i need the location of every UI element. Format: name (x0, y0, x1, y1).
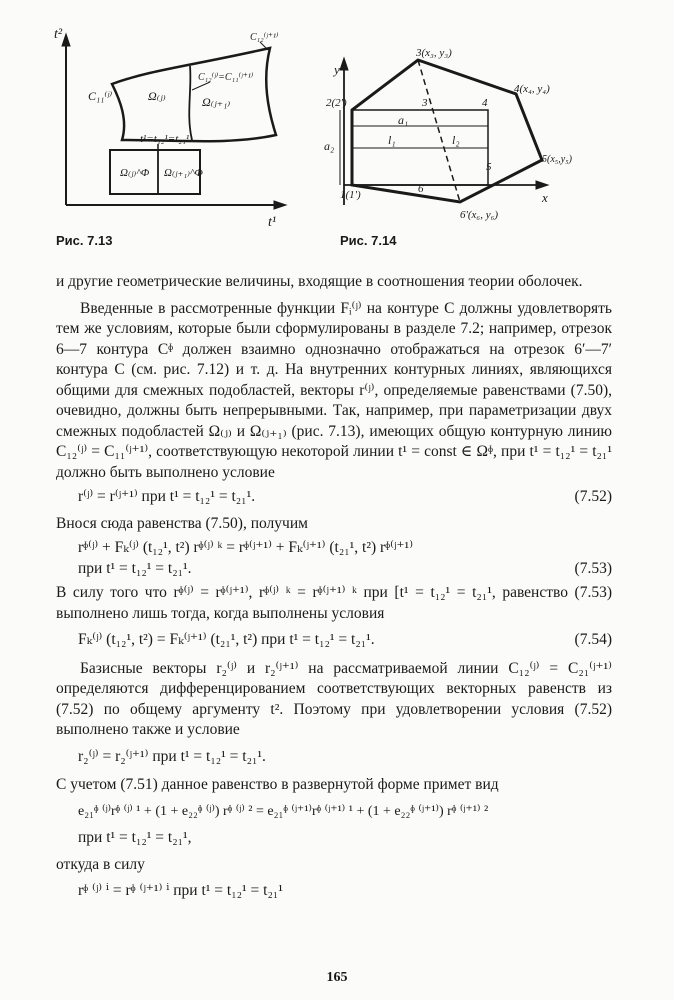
equation-r2-body: r₂⁽ʲ⁾ = r₂⁽ʲ⁺¹⁾ при t¹ = t₁₂¹ = t₂₁¹. (78, 747, 266, 765)
label-p2: 2(2') (326, 97, 347, 109)
paragraph-2: Введенные в рассмотренные функции Fᵢ⁽ʲ⁾ на контуре C должны удовлетворять тем же условиям, которые были сформулированы в разделе 7.2; например, отрезок 6—7 контура Cᶲ должен взаимно однозначно отображаться на отрезок 6′—7′ контура C (см. рис. 7.12) и т. д. На внутренних контурных линиях, являющихся общими для смежных подобластей, векторы r⁽ʲ⁾, определяемые равенствами (7.50), очевидно, должны быть непрерывными. Так, например, при параметризации двух смежных подобластей Ω₍ⱼ₎ и Ω₍ⱼ₊₁₎ (рис. 7.13), имеющих общую контурную линию C₁₂⁽ʲ⁾ = C₁₁⁽ʲ⁺¹⁾, соответствующую некоторой линии t¹ = const ∈ Ωᶲ, при t¹ = t₁₂¹ = t₂₁¹ должно быть выполнено условие (56, 299, 612, 481)
caption-fig-7-13: Рис. 7.13 (56, 233, 113, 248)
equation-last (56, 881, 612, 902)
equation-7-52 (56, 487, 612, 508)
equation-7-52-number: (7.52) (574, 488, 612, 505)
label-p6: 6'(x₆, y₆) (460, 209, 499, 221)
diagonal-6-3 (418, 60, 460, 202)
common-contour-line (189, 66, 192, 140)
label-omega-j: Ω₍ⱼ₎ (148, 89, 166, 103)
paragraph-4: В силу того что rᶲ⁽ʲ⁾ = rᶲ⁽ʲ⁺¹⁾, rᶲ⁽ʲ⁾ ᵏ = rᶲ⁽ʲ⁺¹⁾ ᵏ при [t¹ = t₁₂¹ = t₂₁¹, равенство (7.53) выполнено лишь тогда, когда выполнены условия (56, 584, 612, 622)
label-l1: l₁ (388, 133, 396, 147)
page-number: 165 (326, 970, 348, 985)
label-p4: 4(x₄, y₄) (514, 83, 550, 95)
figure-7-13 (40, 0, 310, 235)
label-t1: t¹ (268, 215, 277, 230)
equation-7-53-number: (7.53) (574, 559, 612, 577)
curvilinear-domain (112, 48, 276, 141)
label-c12j1: C₁₂⁽ʲ⁺¹⁾ (250, 32, 279, 43)
label-omega-phi-j: Ω₍ⱼ₎^Φ (120, 167, 150, 179)
equation-7-53-condition-text: при t¹ = t₁₂¹ = t₂₁¹. (78, 559, 192, 577)
label-x: x (542, 190, 548, 205)
label-n6: 6 (418, 183, 424, 195)
label-p3: 3(x₃, y₃) (416, 47, 452, 59)
paragraph-5: Базисные векторы r₂⁽ʲ⁾ и r₂⁽ʲ⁺¹⁾ на рассматриваемой линии C₁₂⁽ʲ⁾ = C₂₁⁽ʲ⁺¹⁾ определяются дифференцированием соответствующих векторных равенств из (7.52) по общему аргументу t². Поэтому при удовлетворении условия (7.52) выполнено также и условие (56, 659, 612, 738)
t2-axis-arrow (62, 34, 70, 46)
x-axis-arrow (536, 181, 548, 189)
equation-last-body: rᶲ ⁽ʲ⁾ ⁱ = rᶲ ⁽ʲ⁺¹⁾ ⁱ при t¹ = t₁₂¹ = t₂₁¹ (78, 882, 283, 899)
equation-long-condition (56, 828, 612, 849)
equation-r2 (56, 747, 612, 768)
equation-long-condition-text: при t¹ = t₁₂¹ = t₂₁¹, (78, 829, 192, 846)
label-l2: l₂ (452, 133, 460, 147)
t1-axis-arrow (274, 201, 286, 209)
equation-7-53 (56, 538, 612, 559)
label-omega-phi-j1: Ω₍ⱼ₊₁₎^Φ (164, 167, 203, 179)
label-a1: a₁ (398, 113, 409, 127)
label-c12-eq: C₁₂⁽ʲ⁾=C₁₁⁽ʲ⁺¹⁾ (198, 72, 254, 83)
equation-7-52-body: r⁽ʲ⁾ = r⁽ʲ⁺¹⁾ при t¹ = t₁₂¹ = t₂₁¹. (78, 488, 256, 505)
paragraph-3: Внося сюда равенства (7.50), получим (56, 514, 308, 532)
label-a2: a₂ (324, 139, 335, 153)
label-p1: 1(1') (340, 189, 361, 201)
equation-7-53-body: rᶲ⁽ʲ⁾ + Fₖ⁽ʲ⁾ (t₁₂¹, t²) rᶲ⁽ʲ⁾ ᵏ = rᶲ⁽ʲ⁺¹⁾ + Fₖ⁽ʲ⁺¹⁾ (t₂₁¹, t²) rᶲ⁽ʲ⁺¹⁾ (78, 539, 414, 556)
figure-7-14 (310, 0, 600, 235)
equation-long-body: e₂₁ᶲ ⁽ʲ⁾rᶲ ⁽ʲ⁾ ¹ + (1 + e₂₂ᶲ ⁽ʲ⁾) rᶲ ⁽ʲ⁾ ² = e₂₁ᶲ ⁽ʲ⁺¹⁾rᶲ ⁽ʲ⁺¹⁾ ¹ + (1 + e₂₂ᶲ ⁽ʲ⁺¹⁾) rᶲ ⁽ʲ⁺¹⁾ ² (78, 803, 489, 819)
label-n4: 4 (482, 97, 488, 109)
paragraph-7: откуда в силу (56, 855, 145, 873)
label-p5: 5(x₅,y₅) (542, 154, 572, 165)
label-c11j: C₁₁⁽ʲ⁾ (88, 89, 113, 103)
y-axis-arrow (340, 58, 348, 70)
hexagon-contour (352, 60, 542, 202)
equation-7-54 (56, 630, 612, 651)
caption-fig-7-14: Рис. 7.14 (340, 233, 397, 248)
paragraph-6: С учетом (7.51) данное равенство в развернутой форме примет вид (56, 776, 499, 793)
paragraph-1: и другие геометрические величины, входящие в соотношения теории оболочек. (56, 273, 583, 290)
label-omega-j1: Ω₍ⱼ₊₁₎ (202, 95, 231, 109)
equation-7-53-condition (56, 559, 612, 580)
label-t2: t² (54, 27, 63, 42)
equation-7-54-body: Fₖ⁽ʲ⁾ (t₁₂¹, t²) = Fₖ⁽ʲ⁺¹⁾ (t₂₁¹, t²) при t¹ = t₁₂¹ = t₂₁¹. (78, 631, 375, 648)
equation-long (56, 802, 612, 823)
label-n5: 5 (486, 161, 492, 173)
label-n3: 3 (422, 97, 428, 109)
equation-7-54-number: (7.54) (574, 631, 612, 648)
label-t-eq: t¹=t₁₂¹=t₂₁¹ (140, 133, 190, 145)
arrow-c12 (192, 82, 210, 90)
body-text (56, 272, 612, 902)
label-y: y (334, 62, 340, 77)
